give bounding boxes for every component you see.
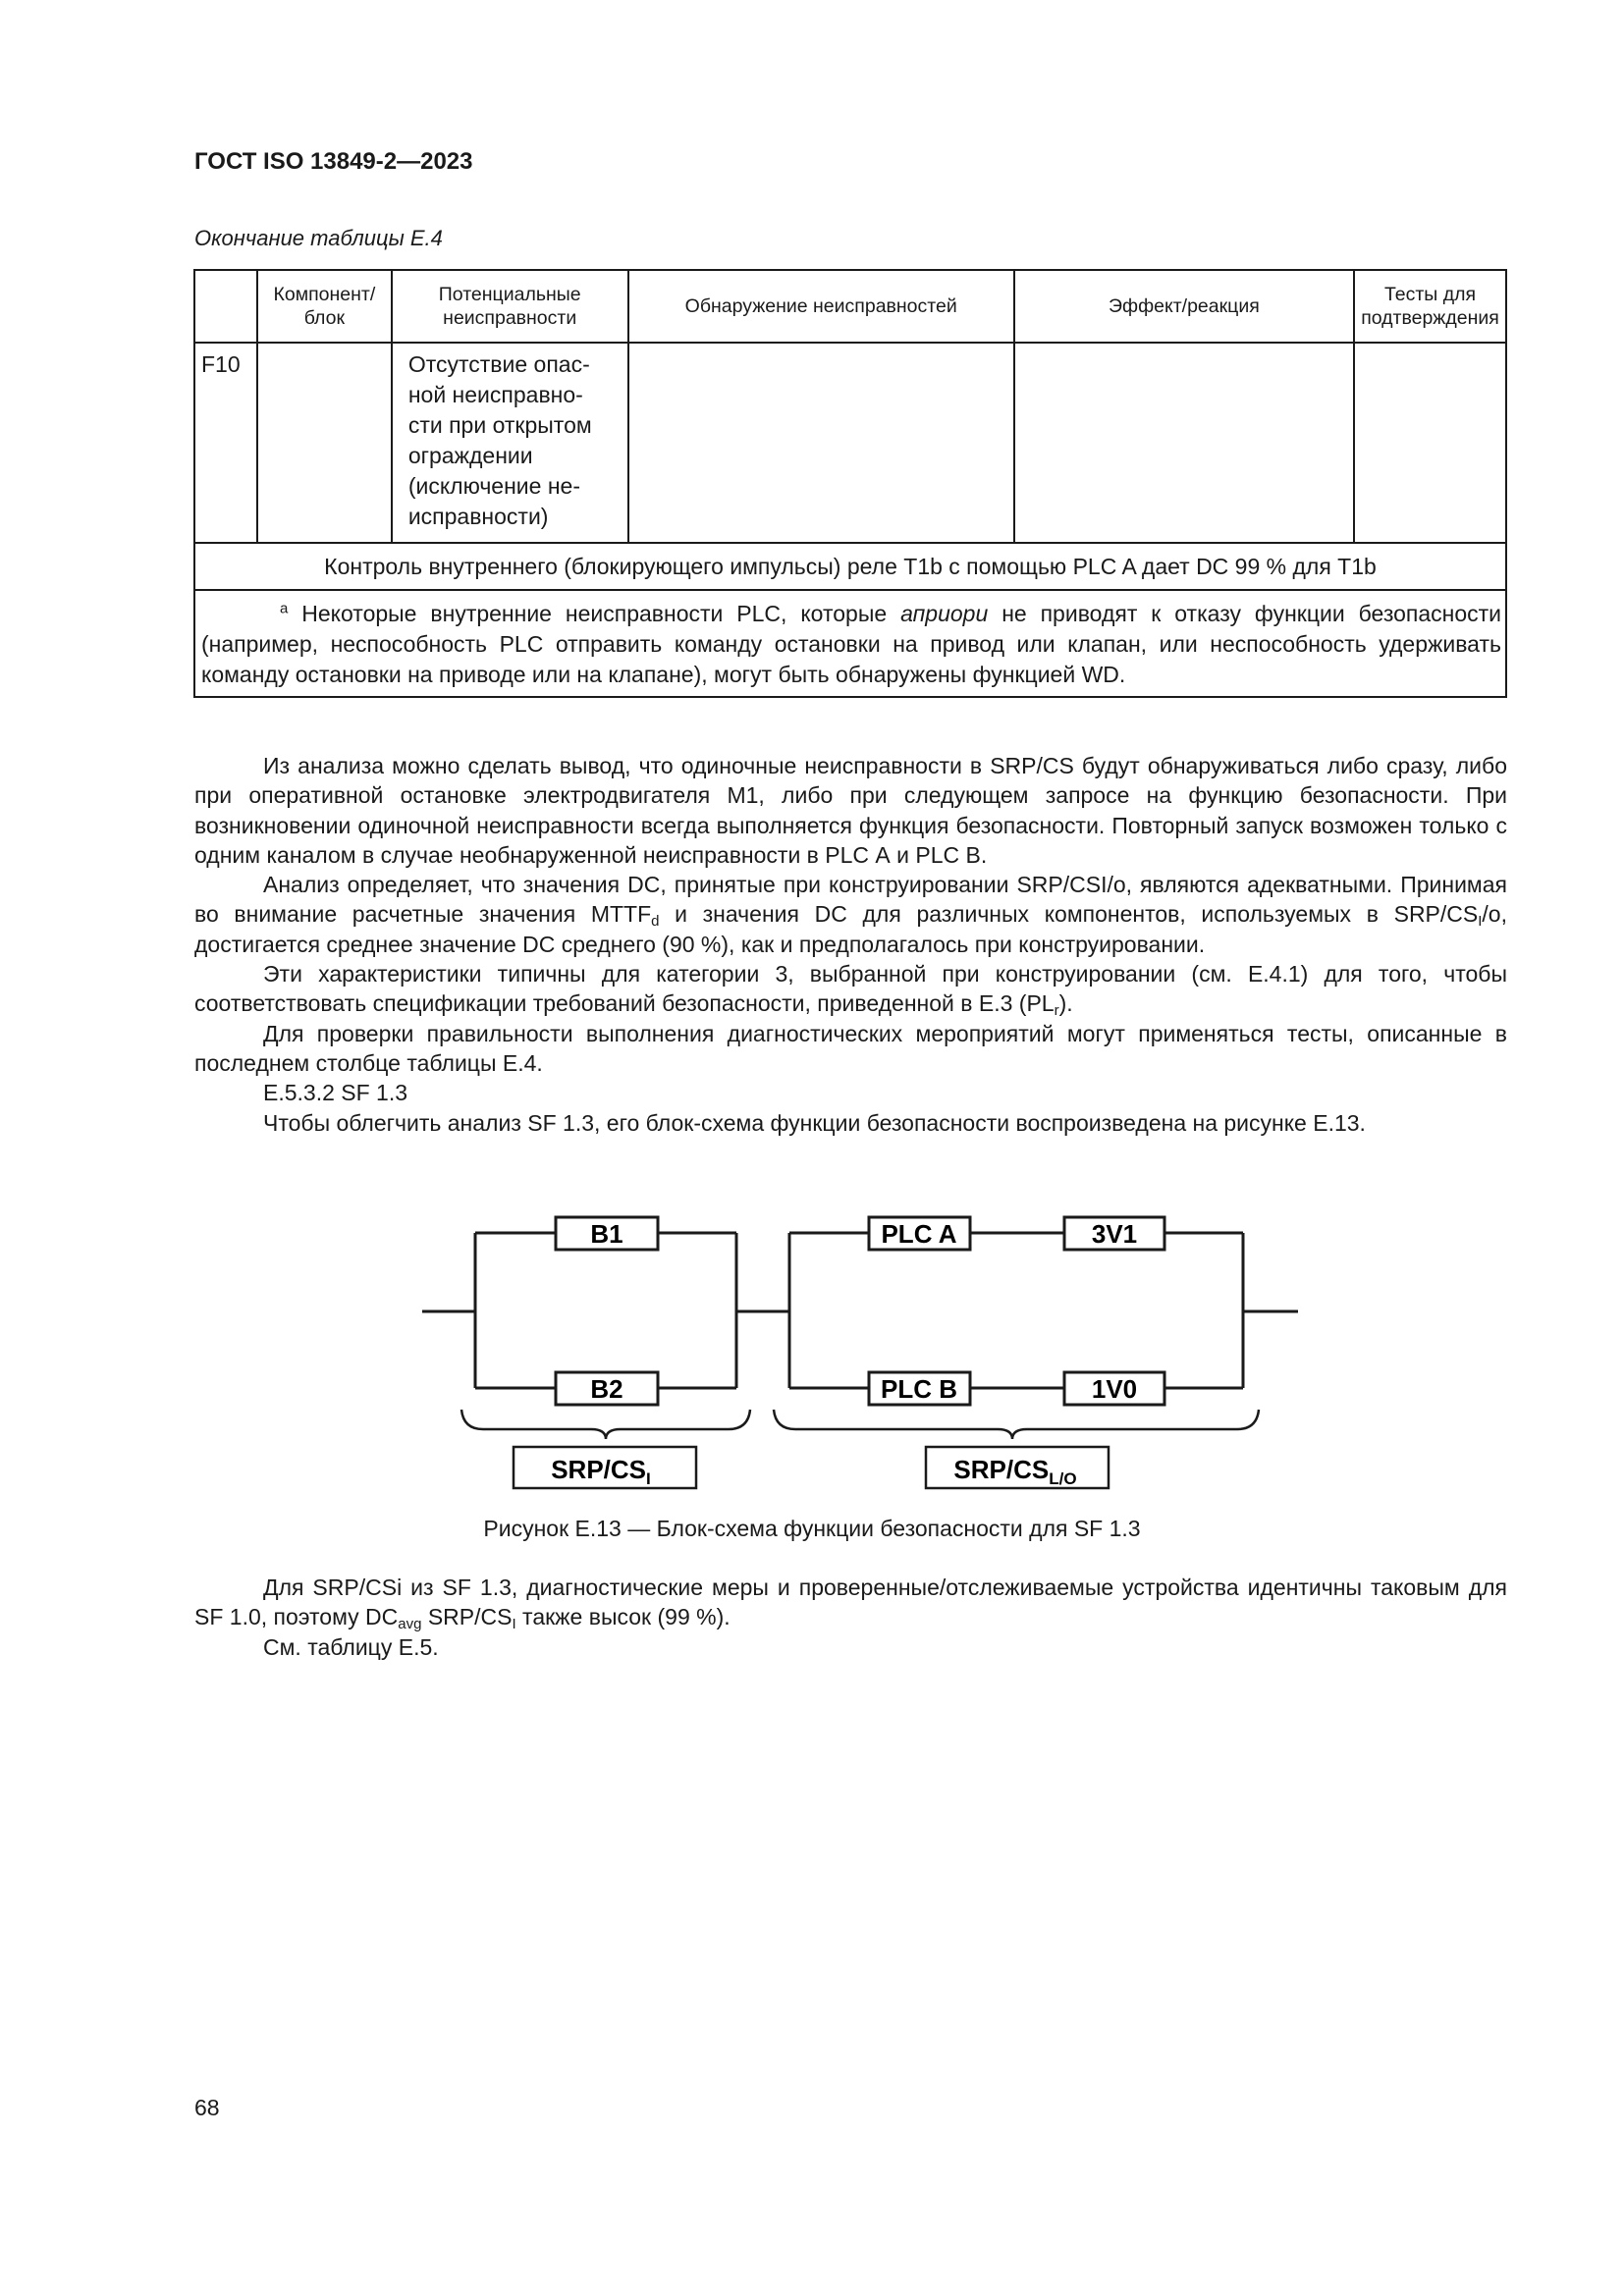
page-number: 68: [194, 2095, 220, 2120]
paragraph-part: также высок (99 %).: [515, 1604, 731, 1630]
col-header-effect: Эффект/реакция: [1014, 270, 1354, 343]
subscript: I: [512, 1616, 516, 1633]
fault-line: (исключение не-: [407, 473, 580, 499]
block-label: B2: [590, 1374, 623, 1404]
group-label-logic-output: [926, 1447, 1109, 1488]
fault-line: ной неисправно-: [407, 382, 583, 407]
block-3v1: [1064, 1217, 1164, 1250]
group-label-sub: I: [646, 1469, 651, 1488]
group-label-sub: L/O: [1049, 1469, 1077, 1488]
block-b2: [556, 1372, 658, 1405]
block-label: B1: [590, 1219, 623, 1249]
paragraph-part: Анализ определяет, что значения DC, принятые при конструировании SRP/CSI/o, являются адекватными. Принимая во внимание расчетные значения MTTF: [194, 872, 1507, 928]
fault-line: ограждении: [407, 443, 533, 468]
conclusion-text: [194, 1573, 1507, 1662]
figure-caption: Рисунок Е.13 — Блок-схема функции безопасности для SF 1.3: [483, 1516, 1141, 1541]
footnote-text-1: Некоторые внутренние неисправности PLC, которые: [301, 601, 888, 626]
footnote-text-italic: априори: [900, 601, 989, 626]
paragraph-part: Эти характеристики типичны для категории 3, выбранной при конструировании (см. Е.4.1) для того, чтобы соответствовать спецификации требований безопасности, приведенной в Е.3 (PL: [194, 961, 1507, 1017]
fault-line: исправности): [407, 504, 549, 529]
paragraph-part: Для SRP/CSi из SF 1.3, диагностические меры и проверенные/отслеживаемые устройства идентичны таковым для SF 1.0, поэтому DC: [194, 1575, 1507, 1630]
subscript: I: [1478, 913, 1483, 931]
svg-text:SRP/CSI: [551, 1455, 651, 1488]
col-header-faults: Потенциальные неисправности: [392, 270, 628, 343]
table-caption: Окончание таблицы Е.4: [194, 226, 443, 250]
paragraph: [194, 1573, 1507, 1632]
paragraph: См. таблицу Е.5.: [263, 1633, 439, 1660]
block-plc-a: [869, 1217, 970, 1250]
diagram-lines: [422, 1233, 1298, 1388]
section-heading: Е.5.3.2 SF 1.3: [263, 1080, 408, 1106]
col-header-component: Компонент/ блок: [257, 270, 392, 343]
document-header: ГОСТ ISO 13849-2—2023: [194, 148, 473, 175]
group-label-main: SRP/CS: [953, 1455, 1050, 1484]
brace-input: [461, 1410, 750, 1439]
col-header-tests: Тесты для подтверждения: [1354, 270, 1506, 343]
paragraph-part: ).: [1058, 990, 1073, 1017]
footnote-text-2: не приводят к отказу функции безопасности (например, неспособность PLC отправить команду остановки на привод или клапан, или неспособность удерживать команду остановки на приводе или на клапане), могут быть обнаружены функцией WD.: [201, 601, 1502, 687]
footnote-marker: a: [280, 600, 289, 617]
paragraph-part: /o, достигается среднее значение DC среднего (90 %), как и предполагалось при конструировании.: [194, 901, 1507, 957]
block-1v0: [1064, 1372, 1164, 1405]
subscript: d: [651, 913, 660, 931]
paragraph: Для проверки правильности выполнения диагностических мероприятий могут применяться тесты, описанные в последнем столбце таблицы Е.4.: [194, 1020, 1507, 1076]
group-label-input: [514, 1447, 696, 1488]
table-note-text: Контроль внутреннего (блокирующего импульсы) реле Т1b с помощью PLC A дает DC 99 % для Т1b: [194, 543, 1506, 590]
block-label: 3V1: [1091, 1219, 1138, 1249]
paragraph-part: и значения DC для различных компонентов, используемых в SRP/CS: [659, 901, 1479, 928]
block-label: PLC A: [881, 1219, 957, 1249]
paragraph: Чтобы облегчить анализ SF 1.3, его блок-схема функции безопасности воспроизведена на рисунке Е.13.: [263, 1109, 1366, 1136]
brace-logic-output: [774, 1410, 1259, 1439]
col-header-detection: Обнаружение неисправностей: [628, 270, 1014, 343]
block-plc-b: [869, 1372, 970, 1405]
paragraph: Из анализа можно сделать вывод, что одиночные неисправности в SRP/CS будут обнаруживаться либо сразу, либо при оперативной остановке электродвигателя М1, либо при следующем запросе на функцию безопасности. При возникновении одиночной неисправности всегда выполняется функция безопасности. Повторный запуск возможен только с одним каналом в случае необнаруженной неисправности в PLC А и PLC В.: [194, 753, 1507, 868]
subscript: avg: [398, 1616, 422, 1633]
fault-line: Отсутствие опас-: [407, 351, 590, 377]
subscript: r: [1054, 1002, 1059, 1020]
block-b1: [556, 1217, 658, 1250]
block-label: 1V0: [1091, 1374, 1138, 1404]
row-id-cell: F10: [194, 343, 257, 543]
fault-line: сти при открытом: [407, 412, 592, 438]
group-label-main: SRP/CS: [551, 1455, 647, 1484]
paragraph-part: SRP/CS: [421, 1604, 513, 1630]
block-label: PLC B: [881, 1374, 957, 1404]
